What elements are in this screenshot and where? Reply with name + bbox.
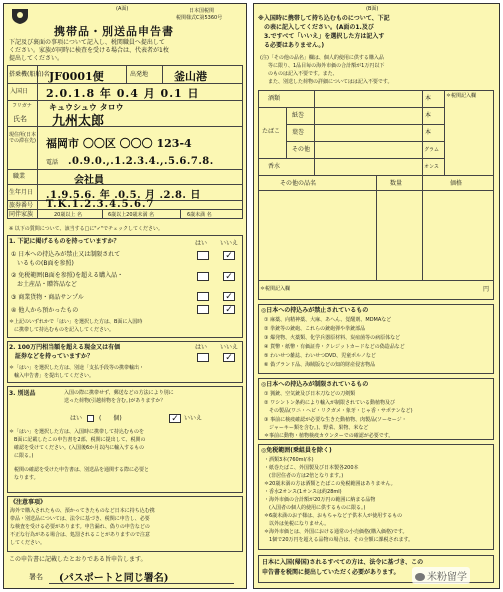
intro-line-1: 下記及び裏面の事項について記入し、税関職員へ提出して (9, 39, 165, 46)
customs-column-label: ＊税関記入欄 (446, 93, 477, 99)
yen-label: 円 (483, 286, 490, 293)
q3-yes-checkbox[interactable] (87, 415, 94, 422)
q1-no-label: いいえ (220, 240, 239, 247)
form-title: 携帯品・別送品申告書 (54, 25, 174, 38)
restricted-item-3: ③ 事前に検疫確認が必要な生きた動植物、肉製品(ソーセージ・ (264, 417, 407, 423)
q1-2-no-checkbox[interactable]: ✓ (223, 272, 235, 281)
b-intro-1: ※入国時に携帯して持ち込むものについて、下記 (258, 15, 390, 22)
row-alcohol: 酒類 (268, 95, 281, 102)
prohibited-item-3: ③ 爆発物、火薬類、化学兵器原材料、炭疽菌等の病原体など (264, 335, 401, 341)
job-label: 職業 (13, 173, 26, 180)
flight-value[interactable]: JF0001便 (49, 70, 104, 83)
row-cigar: 葉巻 (292, 129, 305, 136)
passport-label: 旅券番号 (9, 202, 34, 209)
declaration-form-side-b (253, 3, 500, 589)
footer-line-1: 日本に入国(帰国)されるすべての方は、法令に基づき、この (262, 559, 424, 566)
duty-free-item-8: ＊6歳未満のお子様は、おもちゃなど子供本人が使用するもの (264, 513, 403, 519)
intro-line-2: ください。家族が同時に検査を受ける場合は、代表者が1枚 (9, 47, 169, 54)
q3-yes-count[interactable]: ( 個) (99, 415, 122, 422)
duty-free-item-9: 以外は免税になりません。 (264, 521, 330, 527)
q2-note-2: 輸入申告書」を提出してください。 (9, 373, 95, 379)
b-intro-4: る必要はありません。) (258, 42, 325, 49)
name-label: 氏名 (13, 115, 27, 123)
q3-line-2: 送った荷物(引越荷物を含む。)がありますか？ (64, 398, 166, 404)
q1-note-1: ＊上記のいずれかで「はい」を選択した方は、B面に入国時 (9, 319, 143, 325)
q2-no-label: いいえ (220, 344, 239, 351)
restricted-item-2: ② ワシントン条約により輸入が制限されている動植物及び (264, 400, 395, 406)
duty-free-item-3: (非居住者の方は2倍となります。) (264, 473, 344, 479)
dob-label: 生年月日 (9, 189, 34, 196)
dob-value[interactable]: .1.9.5.6. 年 .0.5. 月 .2.8. 日 (46, 190, 201, 201)
flight-label: 搭乗機(船舶)名 (9, 71, 50, 78)
duty-free-title: ◎免税範囲(乗組員を除く) (261, 447, 332, 454)
row-alcohol-unit: 本 (425, 95, 432, 102)
q3-note-3: 確認を受けてください。(入国後6か月以内に輸入するもの (9, 445, 145, 451)
wechat-icon (415, 573, 425, 581)
restricted-item-2b: その製品(ワニ・ヘビ・リクガメ・象牙・じゃ香・サボテンなど) (264, 408, 413, 414)
b-other-note-2: 等に限り、1品目毎の海外市価の合計額が1万円以下 (268, 63, 385, 69)
q1-3-yes-checkbox[interactable] (197, 292, 209, 301)
row-cigar-unit: 本 (425, 129, 432, 136)
duty-free-item-7: (入国者の個人的使用に供するものに限る。) (264, 505, 366, 511)
watermark (412, 567, 470, 584)
duty-free-item-5: ・香水2オンス(1オンスは約28ml) (264, 489, 342, 495)
q1-4-yes-checkbox[interactable] (197, 305, 209, 314)
col-item-name: その他の品名 (280, 180, 317, 187)
watermark-text: 米粉留学 (427, 572, 467, 583)
form-number: 税関様式C第5360号 (176, 15, 223, 21)
notes-line-4: 不正な行為がある場合は、処罰されることがありますので注意 (10, 532, 151, 538)
issuer: 日本国税関 (189, 8, 215, 14)
address-value[interactable]: 福岡市 〇〇区 〇〇〇 123-4 (46, 137, 192, 150)
q1-item-1: ① 日本への持込みが禁止又は制限されて (11, 251, 121, 258)
q3-note-5: 税関の確認を受けた申告書は、別送品を通関する際に必要と (9, 467, 150, 473)
job-value[interactable]: 会社員 (74, 175, 104, 186)
q1-item-4: ④ 他人から預かったもの (11, 307, 79, 314)
phone-label: 電話 (46, 159, 59, 166)
q1-1-no-checkbox[interactable]: ✓ (223, 251, 235, 260)
name-value[interactable]: 九州太郎 (52, 114, 105, 129)
prohibited-title: ◎日本への持込みが禁止されているもの (261, 307, 369, 314)
restricted-item-1: ① 猟銃、空気銃及び日本刀などの刀剣類 (264, 391, 356, 397)
duty-free-item-1: ・酒類3本(760ml/本) (264, 457, 314, 463)
q3-title: 3. 別送品 (9, 390, 36, 397)
q3-no-checkbox[interactable]: ✓ (169, 414, 181, 423)
departure-label: 出発地 (130, 71, 149, 78)
q1-4-no-checkbox[interactable]: ✓ (223, 305, 235, 314)
address-label: 現住所(日本での滞在先) (9, 132, 36, 144)
declaration-form-side-a (3, 3, 247, 589)
prohibited-item-4: ④ 貨幣・紙幣・有価証券・クレジットカードなどの偽造品など (264, 344, 405, 350)
family-cell-adults[interactable]: 20歳以上 名 (54, 212, 82, 218)
restricted-item-3b: ジャーキー類を含む。)、野菜、果物、米など (264, 425, 369, 431)
family-cell-children[interactable]: 6歳以上20歳未満 名 (108, 212, 155, 218)
notes-title: 《注意事項》 (10, 499, 47, 506)
prohibited-item-6: ⑥ 偽ブランド品、海賊版などの知的財産侵害物品 (264, 362, 376, 368)
q3-note-6: なります。 (9, 475, 39, 481)
family-cell-infants[interactable]: 6歳未満 名 (187, 212, 212, 218)
notes-line-3: な検査を受ける必要があります。申告漏れ、偽りの申告などの (10, 524, 150, 530)
restricted-title: ◎日本への持込みが制限されているもの (261, 381, 369, 388)
arrival-value[interactable]: 2.0.1.8 年 0.4 月 0.1 日 (46, 87, 200, 100)
q1-1-yes-checkbox[interactable] (197, 251, 209, 260)
arrival-label: 入国日 (10, 88, 29, 95)
side-label: (A面) (116, 6, 129, 12)
q1-item-2b: お土産品・贈答品など (11, 281, 78, 288)
family-label: 同伴家族 (9, 211, 34, 218)
duty-free-item-4: ＊20歳未満の方は酒類とたばこの免税範囲はありません。 (264, 481, 396, 487)
duty-free-item-11: 1個で20万円を超える品物の場合は、その全額に課税されます。 (264, 537, 414, 543)
q1-item-1b: いるもの(B面を参照) (11, 260, 74, 267)
row-cigarette-unit: 本 (425, 112, 432, 119)
row-tobacco: たばこ (262, 128, 281, 135)
signature-value[interactable]: (パスポートと同じ署名) (59, 573, 169, 584)
q1-title: 1. 下記に掲げるものを持っていますか？ (9, 238, 120, 245)
footer-line-2: 申告書を税関に提出していただく必要があります。 (262, 569, 400, 576)
row-cigarette: 紙巻 (292, 112, 305, 119)
prohibited-item-1: ① 麻薬、向精神薬、大麻、あへん、覚醒剤、MDMAなど (264, 317, 392, 323)
q3-note-4: に限る。) (9, 453, 34, 459)
q2-yes-checkbox[interactable] (197, 353, 209, 362)
duty-free-item-10: ＊海外市価とは、外国における通常の小売価格(購入価格)です。 (264, 529, 408, 535)
signature-label: 署名 (29, 573, 43, 581)
q3-note-2: B面に記載したこの申告書を2部、税関に提出して、税関の (9, 437, 146, 443)
col-price: 価格 (450, 180, 463, 187)
notes-line-2: 帯品・別送品については、法令に基づき、税関に申告し、必要 (10, 516, 150, 522)
row-tobacco-other-unit: グラム (424, 147, 439, 153)
q2-note-1: ＊「はい」を選択した方は、別途「支払手段等の携帯輸出・ (9, 365, 145, 371)
q1-yes-label: はい (195, 240, 208, 247)
q1-note-2: に携帯して持込むものを記入してください。 (9, 327, 115, 333)
b-other-note-1: (注)「その他の品名」欄は、個人的使用に供する購入品 (260, 55, 384, 61)
duty-free-item-2: ・紙巻たばこ、外国製及び日本製各200本 (264, 465, 359, 471)
declaration-statement: この申告書に記載したとおりである旨申告します。 (9, 556, 147, 563)
notes-line-5: してください。 (10, 540, 46, 546)
row-perfume-unit: オンス (424, 164, 439, 170)
q1-item-2: ② 免税範囲(B面を参照)を超える購入品・ (11, 272, 124, 279)
side-label-b: (B面) (366, 6, 379, 12)
q3-note-1: ＊「はい」を選択した方は、入国時に携帯して持込むものを (9, 429, 145, 435)
q1-3-no-checkbox[interactable]: ✓ (223, 292, 235, 301)
furigana-label: フリガナ (12, 103, 32, 109)
b-intro-3: 3.ですべて「いいえ」を選択した方は記入す (258, 33, 385, 40)
phone-value[interactable]: .0.9.0.,.1.2.3.4.,.5.6.7.8. (68, 156, 214, 167)
b-intro-2: の表に記入してください。(A面の1.及び (258, 24, 374, 31)
row-tobacco-other: その他 (292, 146, 311, 153)
duty-free-item-6: ・海外市価の合計額が20万円の範囲に納まる品物 (264, 497, 376, 503)
furigana-value[interactable]: キュウシュウ タロウ (49, 102, 124, 112)
q2-yes-label: はい (195, 344, 208, 351)
b-other-note-3: のものは記入不要です。また、 (268, 71, 338, 77)
q3-no-label: いいえ (184, 415, 203, 422)
q2-title-2: 証券などを持っていますか？ (9, 353, 94, 360)
b-other-note-4: また、別送した荷物の詳細についてはは記入不要です。 (268, 79, 393, 85)
prohibited-item-5: ⑤ わいせつ雑誌、わいせつDVD、児童ポルノなど (264, 353, 376, 359)
q2-no-checkbox[interactable]: ✓ (223, 353, 235, 362)
q1-item-3: ③ 商業貨物・商品サンプル (11, 294, 84, 301)
prohibited-item-2: ② 拳銃等の銃砲、これらの銃砲弾や拳銃部品 (264, 326, 366, 332)
passport-value[interactable]: T.K.1.2.3.4.5.6.7 (46, 199, 155, 210)
notes-line-1: 海外で購入されたもの、預かってきたものなど日本に持ち込む携 (10, 508, 155, 514)
q3-yes-label: はい (70, 415, 83, 422)
departure-value[interactable]: 釜山港 (174, 70, 207, 83)
customs-row-label: ＊税関記入欄 (260, 286, 291, 292)
q1-2-yes-checkbox[interactable] (197, 272, 209, 281)
col-quantity: 数量 (390, 180, 403, 187)
q3-line-1: 入国の際に携帯せず、郵送などの方法により別に (64, 390, 174, 396)
row-perfume: 香水 (268, 163, 281, 170)
intro-line-3: 提出してください。 (9, 55, 64, 62)
q2-title: 2. 100万円相当額を超える現金又は有価 (9, 344, 121, 351)
question-intro: ※ 以下の質問について、該当する□に"✓"でチェックしてください。 (9, 226, 163, 232)
restricted-item-note: ＊事前に動物・植物検疫カウンターでの確認が必要です。 (264, 433, 394, 439)
customs-emblem-icon (10, 7, 30, 25)
